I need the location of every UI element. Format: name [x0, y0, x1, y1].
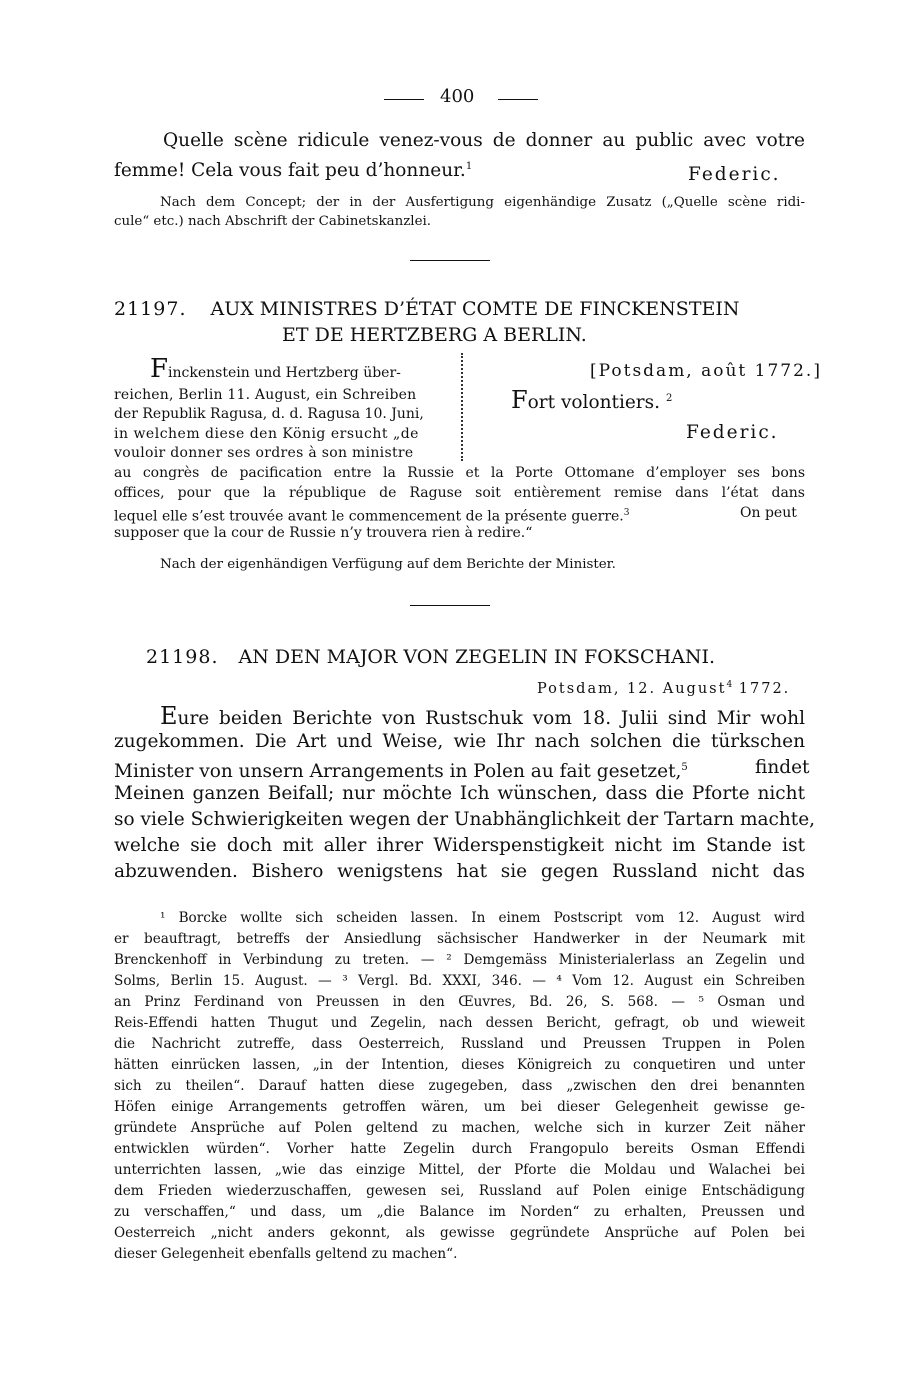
- top-text-line-1: Quelle scène ridicule venez-vous de donner au public avec votre: [163, 130, 805, 151]
- footnote-line-13: unterrichten lassen, „wie das einzige Mittel, der Pforte die Moldau und Walachei bei: [114, 1162, 805, 1178]
- entry-number-21198: 21198.: [146, 646, 219, 668]
- entry-21197-heading-line-1: [114, 297, 740, 322]
- letter-line-1: [160, 703, 805, 732]
- footnote-line-17: dieser Gelegenheit ebenfalls geltend zu machen“.: [114, 1246, 458, 1262]
- top-source-note-line-1: Nach dem Concept; der in der Ausfertigung eigenhändige Zusatz („Quelle scène ridi-: [160, 195, 805, 210]
- footnote-line-2: er beauftragt, betreffs der Ansiedlung sächsischer Handwerker in der Neumark mit: [114, 931, 805, 947]
- regest-cont-line-4: supposer que la cour de Russie n’y trouvera rien à redire.“: [114, 525, 533, 541]
- footnote-line-3: Brenckenhoff in Verbindung zu treten. — ² Demgemäss Ministerialerlass an Zegelin und: [114, 952, 805, 968]
- entry-title-21198: AN DEN MAJOR VON ZEGELIN IN FOKSCHANI.: [238, 646, 716, 668]
- regest-line-1: [150, 354, 401, 384]
- letter-line-3-tail: findet: [755, 757, 810, 778]
- entry-21197-heading-line-2: ET DE HERTZBERG A BERLIN.: [282, 324, 587, 346]
- page-number: 400: [440, 86, 475, 107]
- entry-number: 21197.: [114, 298, 187, 320]
- section-divider-2: [410, 605, 490, 606]
- place-date-21197: [Potsdam, août 1772.]: [590, 361, 822, 381]
- letter-line-3-text: Minister von unsern Arrangements in Polen au fait gesetzet,: [114, 761, 682, 783]
- footnote-ref-5: 5: [681, 762, 688, 773]
- reply-text: ort volontiers.: [527, 392, 661, 414]
- place-date-21198-a: Potsdam, 12. August: [537, 680, 727, 697]
- footnote-line-7: die Nachricht zutreffe, dass Oesterreich, Russland und Preussen Truppen in Polen: [114, 1036, 805, 1052]
- footnote-line-9: sich zu theilen“. Darauf hatten diese zugegeben, dass „zwischen den drei benannten: [114, 1078, 805, 1094]
- regest-cont-line-1: au congrès de pacification entre la Russie et la Porte Ottomane d’employer ses bons: [114, 465, 805, 481]
- regest-cont-line-3-text: lequel elle s’est trouvée avant le commencement de la présente guerre.: [114, 508, 624, 525]
- section-divider-1: [410, 260, 490, 261]
- footnote-line-6: Reis-Effendi hatten Thugut und Zegelin, nach dessen Bericht, gefragt, ob und wieweit: [114, 1015, 805, 1031]
- king-reply: [511, 386, 672, 416]
- letter-initial: E: [160, 702, 178, 730]
- column-divider: [461, 353, 463, 461]
- place-date-21198: [537, 675, 790, 699]
- regest-initial: F: [150, 354, 169, 384]
- regest-line-1-text: inckenstein und Hertzberg über-: [168, 365, 401, 381]
- signature-top: Federic.: [688, 164, 781, 185]
- footnote-line-16: Oesterreich „nicht anders gekonnt, als gewisse gegründete Ansprüche auf Polen bei: [114, 1225, 805, 1241]
- header-rule-left: [384, 99, 424, 100]
- footnote-line-14: dem Frieden wiederzuschaffen, gewesen sei, Russland auf Polen einige Entschädigung: [114, 1183, 805, 1199]
- entry-21198-heading: [146, 645, 715, 670]
- footnote-line-15: zu verschaffen,“ und dass, um „die Balance im Norden“ zu erhalten, Preussen und: [114, 1204, 805, 1220]
- regest-cont-line-2: offices, pour que la république de Raguse soit entièrement remise dans l’état dans: [114, 485, 805, 501]
- footnote-line-12: entwicklen würden“. Vorher hatte Zegelin durch Frangopulo bereits Osman Effendi: [114, 1141, 805, 1157]
- letter-line-1-text: ure beiden Berichte von Rustschuk vom 18. Julii sind Mir wohl: [177, 708, 805, 729]
- footnote-ref-3: 3: [623, 508, 630, 518]
- footnote-line-11: gründete Ansprüche auf Polen geltend zu machen, welche sich in kurzer Zeit näher: [114, 1120, 805, 1136]
- regest-line-2: reichen, Berlin 11. August, ein Schreiben: [114, 387, 417, 403]
- footnote-line-10: Höfen einige Arrangements getroffen wären, um bei dieser Gelegenheit gewisse ge-: [114, 1099, 805, 1115]
- regest-cont-line-3-tail: On peut: [740, 505, 797, 521]
- signature-21197: Federic.: [686, 422, 779, 443]
- place-date-21198-b: 1772.: [738, 680, 791, 697]
- header-rule-right: [498, 99, 538, 100]
- letter-line-6: welche sie doch mit aller ihrer Widerspenstigkeit nicht im Stande ist: [114, 835, 805, 856]
- regest-line-3: der Republik Ragusa, d. d. Ragusa 10. Juni,: [114, 406, 424, 422]
- letter-line-4: Meinen ganzen Beifall; nur möchte Ich wünschen, dass die Pforte nicht: [114, 783, 805, 804]
- top-source-note-line-2: cule“ etc.) nach Abschrift der Cabinetskanzlei.: [114, 214, 432, 229]
- reply-initial: F: [511, 386, 528, 415]
- footnote-ref-2: 2: [666, 393, 673, 404]
- entry-title: AUX MINISTRES D’ÉTAT COMTE DE FINCKENSTEIN: [210, 298, 740, 320]
- top-text-line-2: [114, 154, 472, 184]
- footnote-ref-1: 1: [465, 161, 473, 172]
- entry-21197-source-note: Nach der eigenhändigen Verfügung auf dem Berichte der Minister.: [160, 557, 616, 572]
- footnote-line-8: hätten einrücken lassen, „in der Intention, dieses Königreich zu conquetiren und unter: [114, 1057, 805, 1073]
- letter-line-5: so viele Schwierigkeiten wegen der Unabhänglichkeit der Tartarn machte,: [114, 809, 816, 830]
- letter-line-7: abzuwenden. Bishero wenigstens hat sie gegen Russland nicht das: [114, 861, 805, 882]
- top-text-line-2-text: femme! Cela vous fait peu d’honneur.: [114, 160, 466, 182]
- regest-line-4: in welchem diese den König ersucht „de: [114, 426, 419, 442]
- regest-line-5: vouloir donner ses ordres à son ministre: [114, 445, 414, 461]
- footnote-line-4: Solms, Berlin 15. August. — ³ Vergl. Bd. XXXI, 346. — ⁴ Vom 12. August ein Schreiben: [114, 973, 805, 989]
- footnote-line-1: ¹ Borcke wollte sich scheiden lassen. In einem Postscript vom 12. August wird: [160, 910, 805, 926]
- letter-line-2: zugekommen. Die Art und Weise, wie Ihr nach solchen die türkschen: [114, 731, 805, 752]
- footnote-ref-4: 4: [726, 680, 733, 690]
- footnote-line-5: an Prinz Ferdinand von Preussen in den Œuvres, Bd. 26, S. 568. — ⁵ Osman und: [114, 994, 805, 1010]
